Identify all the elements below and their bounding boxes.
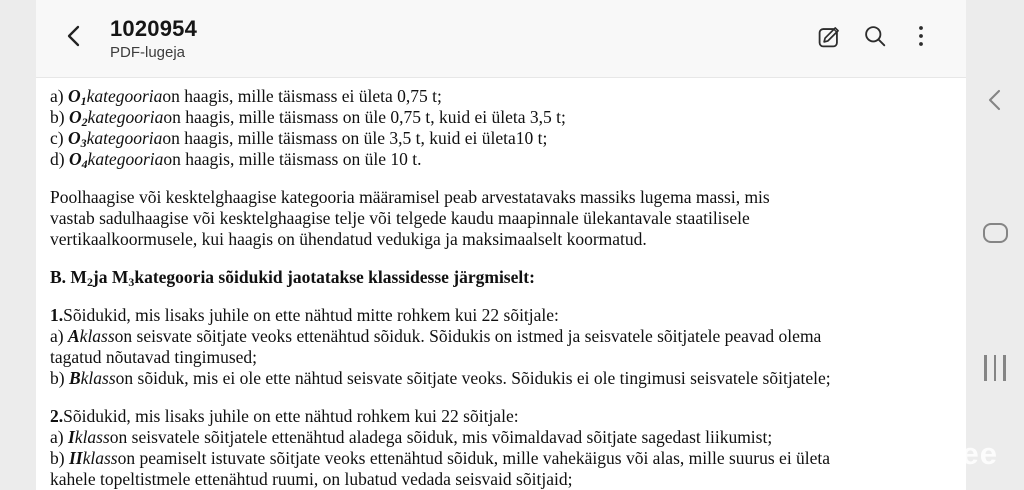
watermark: q.ee [932,436,999,471]
document-line: vastab sadulhaagise või kesktelghaagise telje või telgede kaudu maapinnale ülekantavale staatilisele [50,208,750,228]
document-block [50,267,954,288]
document-line: b) IIklasson peamiselt istuvate sõitjate veoks ettenähtud sõiduk, mille vahekäigus või alas, mille suurus ei ületa [50,448,831,468]
document-line: Poolhaagise või kesktelghaagise kategooria määramisel peab arvestatavaks massiks lugema massi, mis [50,187,770,207]
document-block [50,187,954,250]
app-header [36,0,966,78]
document-content[interactable] [36,78,966,490]
nav-back-icon [985,88,1005,117]
document-line: a) Iklasson seisvatele sõitjatele ettenähtud aladega sõiduk, mis võimaldavad sõitjate sagedast liikumist; [50,427,773,447]
edit-icon [816,23,843,55]
document-line: a) Aklasson seisvate sõitjate veoks ettenähtud sõiduk. Sõidukis on istmed ja seisvatele sõitjatele peavad olema [50,326,822,346]
nav-back-button[interactable] [966,88,1024,117]
document-block [50,406,954,490]
page-title: 1020954 [110,15,198,41]
more-options-button[interactable] [898,16,944,62]
app-name-subtitle: PDF-lugeja [110,43,186,61]
document-line: d) $O_4kategooriaon$ haagis, mille täismass on üle 10 t. [50,149,422,171]
header-titles [110,16,197,62]
pdf-reader-app [36,0,966,489]
document-line: c) $O_3kategooriaon$ haagis, mille täismass on üle 3,5 t, kuid ei ületa10 t; [50,128,548,150]
left-edge-gutter [0,0,36,473]
document-line: vertikaalkoormusele, kui haagis on ühendatud vedukiga ja maksimaalselt koormatud. [50,229,647,249]
nav-home-icon [983,223,1008,243]
nav-recents-button[interactable] [966,355,1024,381]
nav-recents-icon [984,355,1006,381]
more-options-icon [909,23,933,54]
header-actions [806,16,944,62]
document-line: tagatud nõutavad tingimused; [50,347,258,367]
document-line: B. $M_2ja$ $M_3kategooria$ sõidukid jaotatakse klassidesse järgmiselt: [50,267,535,289]
android-nav-rail [966,0,1024,473]
nav-home-button[interactable] [966,223,1024,243]
back-button[interactable] [52,17,96,61]
document-line: a) $O_1kategooriaon$ haagis, mille täismass ei ületa 0,75 t; [50,86,442,108]
document-line: b) Bklasson sõiduk, mis ei ole ette nähtud seisvate sõitjate veoks. Sõidukis ei ole tingimusi seisvatele sõitjatele; [50,368,831,388]
document-line: kahele topeltistmele ettenähtud ruumi, on lubatud vedada seisvaid sõitjaid; [50,469,573,489]
document-line: 2.Sõidukid, mis lisaks juhile on ette nähtud rohkem kui 22 sõitjale: [50,406,519,426]
document-block [50,305,954,389]
edit-button[interactable] [806,16,852,62]
search-button[interactable] [852,16,898,62]
back-chevron-icon [63,23,85,54]
document-line: 1.Sõidukid, mis lisaks juhile on ette nähtud mitte rohkem kui 22 sõitjale: [50,305,559,325]
document-line: b) $O_2kategooriaon$ haagis, mille täismass on üle 0,75 t, kuid ei ületa 3,5 t; [50,107,566,129]
document-block [50,86,954,170]
search-icon [862,23,888,54]
